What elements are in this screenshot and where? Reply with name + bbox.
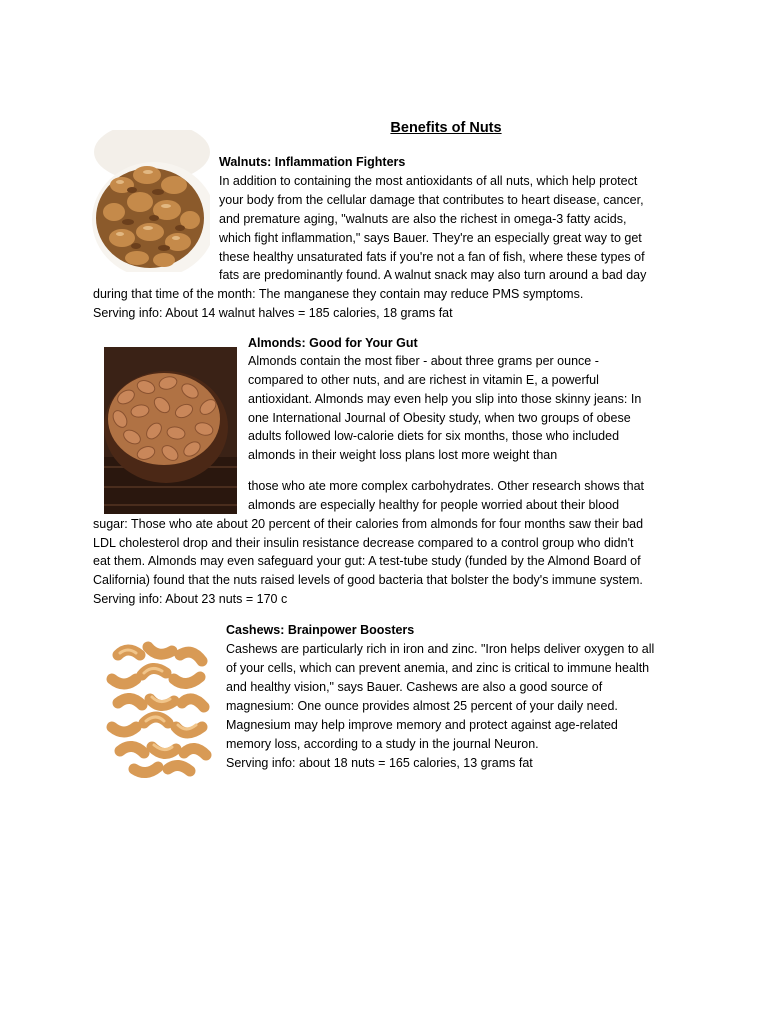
almonds-heading: Almonds: Good for Your Gut: [248, 336, 418, 350]
walnuts-text-line: fats are predominantly found. A walnut snack may also turn around a bad day: [219, 268, 647, 282]
almonds-photo: [104, 347, 237, 514]
walnuts-text-line: during that time of the month: The manganese they contain may reduce PMS symptoms.: [93, 287, 584, 301]
almonds-text-line: eat them. Almonds may even safeguard your gut: A test-tube study (funded by the Almond Board of: [93, 554, 641, 568]
cashews-serving-info: Serving info: about 18 nuts = 165 calories, 13 grams fat: [226, 756, 533, 770]
walnuts-text-line: In addition to containing the most antioxidants of all nuts, which help protect: [219, 174, 638, 188]
cashews-text-line: magnesium: One ounce provides almost 25 percent of your daily need.: [226, 699, 618, 713]
almonds-text-line: almonds are especially healthy for people worried about their blood: [248, 498, 620, 512]
almonds-text-line: antioxidant. Almonds may even help you slip into those skinny jeans: In: [248, 392, 642, 406]
cashews-text-line: Cashews are particularly rich in iron and zinc. "Iron helps deliver oxygen to all: [226, 642, 655, 656]
walnuts-serving-info: Serving info: About 14 walnut halves = 185 calories, 18 grams fat: [93, 306, 453, 320]
walnuts-text-line: these healthy unsaturated fats if you're not a fan of fish, where these types of: [219, 250, 645, 264]
cashews-text-line: Magnesium may help improve memory and protect against age-related: [226, 718, 618, 732]
walnuts-text-line: which fight inflammation," says Bauer. They're an especially great way to get: [219, 231, 642, 245]
almonds-serving-info: Serving info: About 23 nuts = 170 c: [93, 592, 288, 606]
page-title: Benefits of Nuts: [390, 120, 502, 136]
almonds-text-line: those who ate more complex carbohydrates. Other research shows that: [248, 479, 645, 493]
almonds-text-line: adults followed low-calorie diets for six months, those who included: [248, 429, 620, 443]
almonds-text-line: almonds in their weight loss plans lost more weight than: [248, 448, 558, 462]
walnuts-heading: Walnuts: Inflammation Fighters: [219, 155, 406, 169]
almonds-text-line: LDL cholesterol drop and their insulin resistance decrease compared to a control group who didn't: [93, 536, 634, 550]
cashews-text-line: of your cells, which can prevent anemia, and zinc is critical to immune health: [226, 661, 650, 675]
cashews-text-line: and healthy vision," says Bauer. Cashews are also a good source of: [226, 680, 603, 694]
cashews-photo: [104, 637, 215, 779]
cashews-text-line: memory loss, according to a study in the journal Neuron.: [226, 737, 539, 751]
walnuts-photo: [92, 130, 210, 272]
walnuts-text-line: and premature aging, "walnuts are also the richest in omega-3 fatty acids,: [219, 212, 627, 226]
cashews-heading: Cashews: Brainpower Boosters: [226, 623, 415, 637]
almonds-text-line: California) found that the nuts raised levels of good bacteria that bolster the body's immune system.: [93, 573, 643, 587]
walnuts-text-line: your body from the cellular damage that contributes to heart disease, cancer,: [219, 193, 644, 207]
almonds-text-line: sugar: Those who ate about 20 percent of their calories from almonds for four months saw their bad: [93, 517, 644, 531]
almonds-text-line: Almonds contain the most fiber - about three grams per ounce -: [248, 354, 599, 368]
almonds-text-line: compared to other nuts, and are richest in vitamin E, a powerful: [248, 373, 599, 387]
almonds-text-line: one International Journal of Obesity study, when two groups of obese: [248, 411, 631, 425]
